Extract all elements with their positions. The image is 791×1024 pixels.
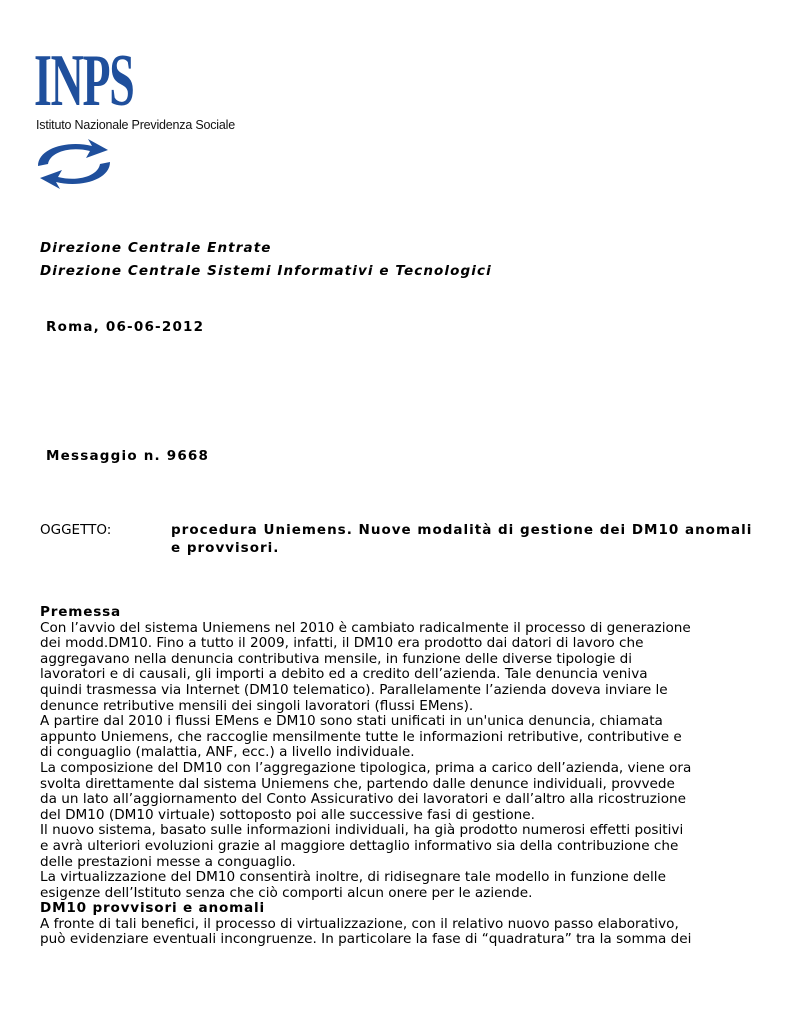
body-line: lavoratori e di causali, gli importi a debito ed a credito dell’azienda. Tale denuncia veniva (40, 666, 648, 683)
body-line: aggregavano nella denuncia contributiva mensile, in funzione delle diverse tipologie di (40, 650, 633, 667)
subject-text: procedura Uniemens. Nuove modalità di gestione dei DM10 anomali e provvisori. (171, 522, 753, 556)
premessa-paragraphs (40, 621, 760, 902)
body-line: può evidenziare eventuali incongruenze. In particolare la fase di “quadratura” tra la somma dei (40, 931, 692, 948)
body-line: delle prestazioni messe a conguaglio. (40, 853, 296, 870)
subject-label: OGGETTO: (40, 522, 112, 538)
dm10-paragraphs (40, 917, 760, 948)
body-line: svolta direttamente dal sistema Uniemens che, partendo dalle denunce individuali, provvede (40, 775, 675, 792)
body-line: di conguaglio (malattia, ANF, ecc.) a livello individuale. (40, 744, 415, 761)
document-body (40, 605, 760, 948)
body-line: denunce retributive mensili dei singoli lavoratori (flussi EMens). (40, 697, 474, 714)
inps-logo (32, 40, 247, 190)
section-title-dm10: DM10 provvisori e anomali (40, 900, 265, 917)
body-line: La virtualizzazione del DM10 consentirà inoltre, di ridisegnare tale modello in funzione delle (40, 869, 666, 886)
body-line: Il nuovo sistema, basato sulle informazioni individuali, ha già prodotto numerosi effetti positivi (40, 822, 684, 839)
message-number: Messaggio n. 9668 (46, 448, 210, 464)
directorate-sistemi: Direzione Centrale Sistemi Informativi e Tecnologici (40, 263, 492, 279)
logo-subtitle: Istituto Nazionale Previdenza Sociale (36, 118, 235, 132)
body-line: La composizione del DM10 con l’aggregazione tipologica, prima a carico dell’azienda, viene ora (40, 759, 692, 776)
body-line: del DM10 (DM10 virtuale) sottoposto poi alle successive fasi di gestione. (40, 806, 535, 823)
body-line: A fronte di tali benefici, il processo di virtualizzazione, con il relativo nuovo passo elaborativo, (40, 915, 679, 932)
section-title-premessa: Premessa (40, 604, 122, 620)
body-line: appunto Uniemens, che raccoglie mensilmente tutte le informazioni retributive, contributive e (40, 728, 682, 745)
place-date: Roma, 06-06-2012 (46, 319, 205, 335)
body-line: da un lato all’aggiornamento del Conto Assicurativo dei lavoratori e dall’altro alla ricostruzione (40, 791, 687, 808)
body-line: e avrà ulteriori evoluzioni grazie al maggiore dettaglio informativo sia della contribuzione che (40, 837, 679, 854)
logo-wordmark: INPS (34, 40, 134, 122)
body-line: quindi trasmessa via Internet (DM10 telematico). Parallelamente l’azienda doveva inviare le (40, 681, 668, 698)
body-line: Con l’avvio del sistema Uniemens nel 2010 è cambiato radicalmente il processo di generazione (40, 619, 691, 636)
body-line: esigenze dell’Istituto senza che ciò comporti alcun onere per le aziende. (40, 884, 533, 901)
inps-arrows-icon (32, 136, 116, 192)
body-line: A partire dal 2010 i flussi EMens e DM10 sono stati unificati in un'unica denuncia, chiamata (40, 713, 663, 730)
body-line: dei modd.DM10. Fino a tutto il 2009, infatti, il DM10 era prodotto dai datori di lavoro che (40, 635, 644, 652)
directorate-entrate: Direzione Centrale Entrate (40, 240, 272, 256)
